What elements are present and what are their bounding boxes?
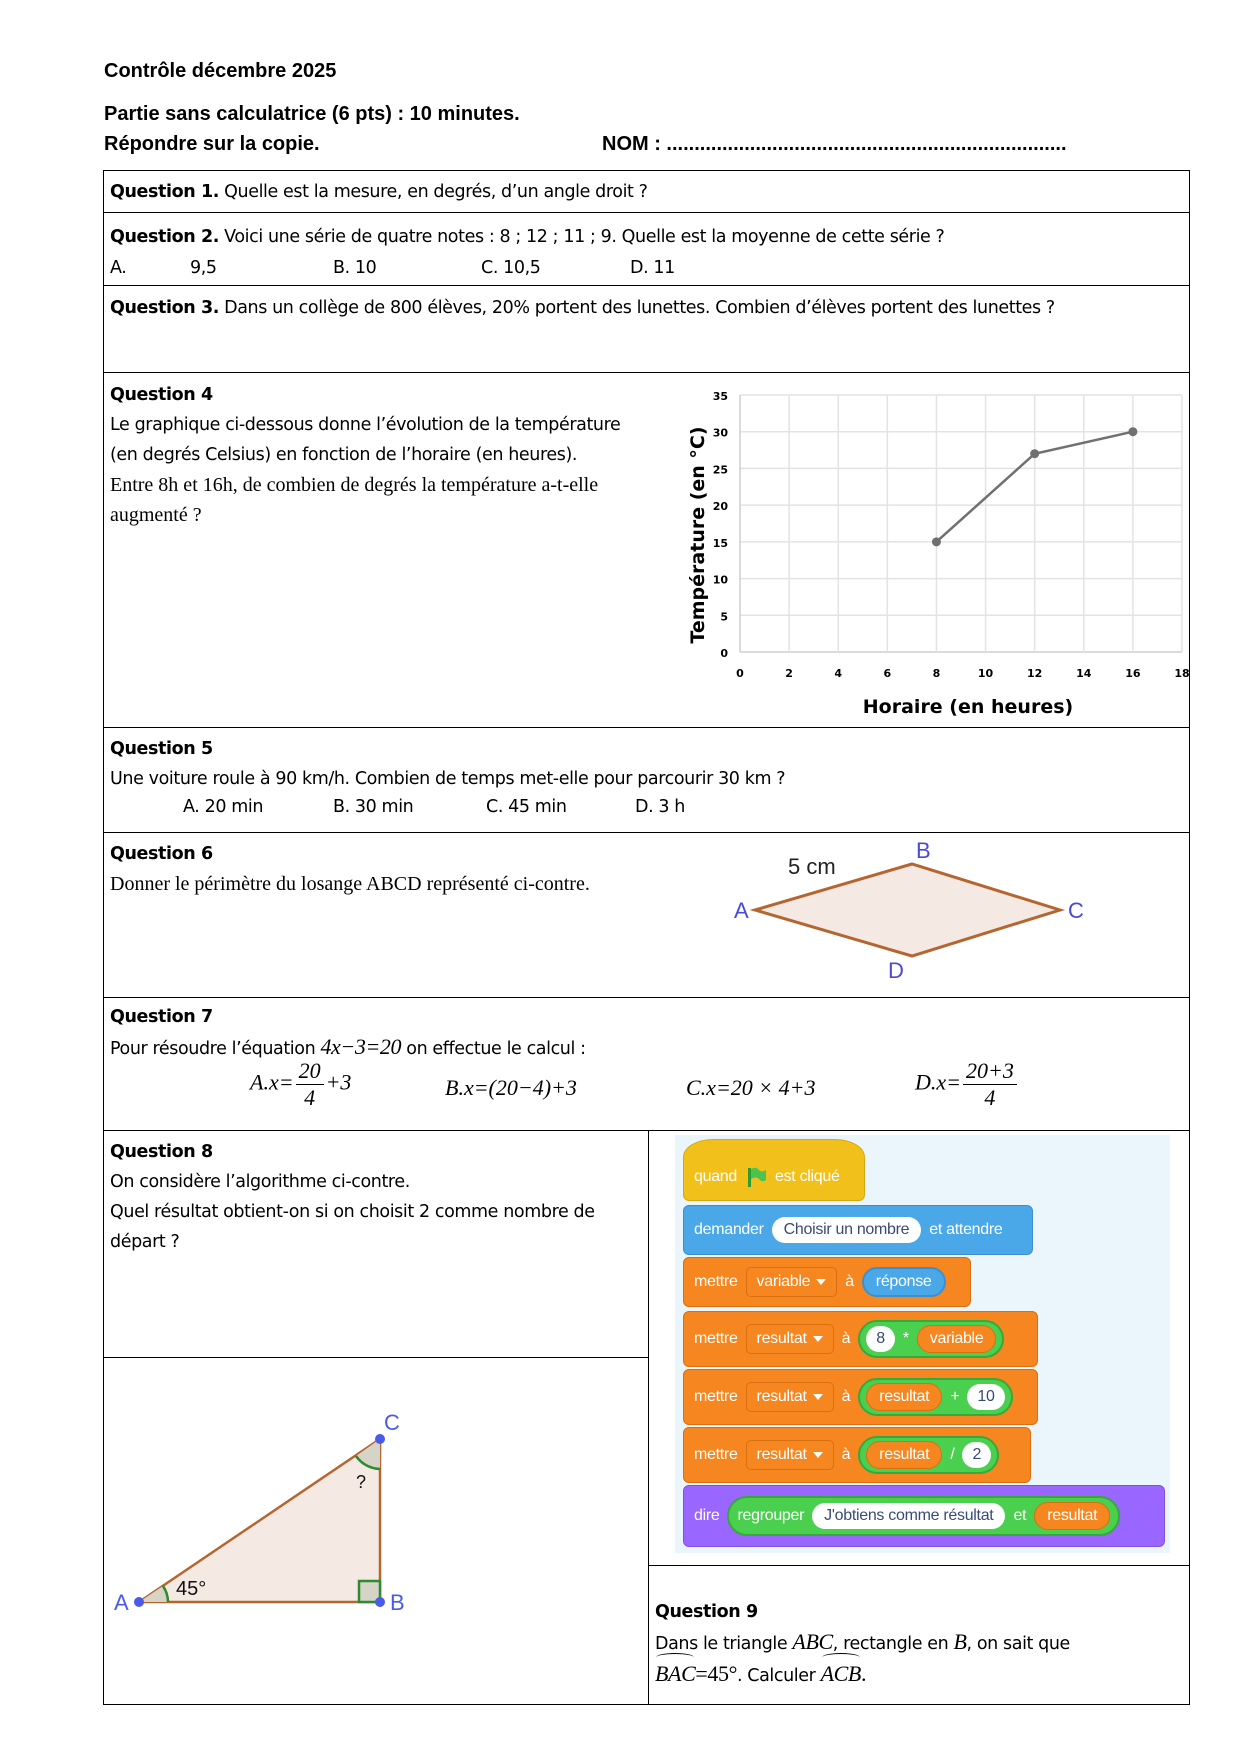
question-1 [110, 177, 648, 207]
q7-option-a-prefix: A.x= [250, 1069, 294, 1095]
x-tick-label: 16 [1125, 667, 1141, 680]
row-divider [103, 372, 1190, 373]
block-text: est cliqué [775, 1168, 840, 1185]
y-tick-label: 25 [712, 463, 728, 477]
x-tick-label: 6 [883, 667, 892, 680]
x-tick-label: 14 [1076, 667, 1092, 680]
y-tick-label: 0 [720, 647, 728, 660]
q7-option-d [915, 1058, 1019, 1111]
question-7-text-after: on effectue le calcul : [401, 1039, 586, 1059]
row-divider [103, 1130, 1190, 1131]
resultat-reporter: resultat [1034, 1502, 1110, 1530]
row-divider [648, 1565, 1190, 1566]
q9-text: . [860, 1661, 867, 1686]
question-5-text: Une voiture roule à 90 km/h. Combien de temps met-elle pour parcourir 30 km ? [110, 769, 786, 789]
add-operator [858, 1378, 1012, 1416]
x-tick-label: 12 [1027, 667, 1043, 680]
q5-option-d: D. 3 h [635, 797, 685, 817]
dropdown-value: resultat [756, 1330, 807, 1347]
x-tick-label: 4 [834, 667, 843, 680]
set-resultat-divide-block [683, 1427, 1031, 1483]
q9-vertex-b: B [953, 1629, 967, 1654]
question-2-label: Question 2. [110, 227, 219, 247]
set-resultat-multiply-block [683, 1311, 1038, 1367]
question-2 [110, 222, 944, 252]
question-9-label: Question 9 [655, 1602, 758, 1622]
question-7-label: Question 7 [110, 1007, 213, 1027]
chart-x-axis-label: Horaire (en heures) [862, 696, 1074, 718]
question-5 [110, 734, 785, 794]
column-divider [648, 1130, 649, 1705]
dropdown-value: variable [756, 1273, 811, 1290]
set-resultat-add-block [683, 1369, 1038, 1425]
divide-operator [858, 1436, 999, 1474]
join-text-input[interactable]: J'obtiens comme résultat [812, 1503, 1005, 1529]
q2-option-c: C. 10,5 [481, 258, 541, 278]
row-divider [103, 1357, 648, 1358]
block-text: à [841, 1330, 851, 1347]
triangle-figure [100, 1400, 450, 1640]
dropdown-value: resultat [756, 1446, 807, 1463]
addend-input[interactable]: 10 [967, 1384, 1004, 1410]
name-field[interactable]: NOM : ........................................................................ [602, 133, 1067, 155]
vertex-label-b: B [916, 838, 931, 863]
q7-option-a-denominator: 4 [304, 1085, 316, 1110]
data-point [932, 537, 941, 546]
operator-symbol: + [950, 1388, 960, 1405]
q7-option-a [250, 1058, 351, 1111]
ask-and-wait-block [683, 1205, 1033, 1255]
y-tick-label: 5 [720, 610, 728, 624]
when-flag-clicked-block [683, 1139, 865, 1201]
q5-option-b: B. 30 min [333, 797, 414, 817]
question-9 [655, 1597, 1185, 1691]
q7-option-c: C.x=20 × 4+3 [686, 1075, 816, 1100]
question-6-label: Question 6 [110, 844, 213, 864]
instruction: Répondre sur la copie. [104, 133, 320, 155]
resultat-reporter: resultat [866, 1441, 942, 1469]
y-tick-label: 20 [712, 500, 728, 514]
q2-option-b: B. 10 [333, 258, 377, 278]
multiply-operator [858, 1320, 1004, 1358]
q9-text: , on sait que [966, 1634, 1070, 1654]
q7-option-d-denominator: 4 [984, 1085, 996, 1110]
question-8-line-2: Quel résultat obtient-on si on choisit 2 comme nombre de départ ? [110, 1202, 595, 1252]
question-3-label: Question 3. [110, 298, 219, 318]
divisor-input[interactable]: 2 [962, 1442, 991, 1468]
question-4-label: Question 4 [110, 385, 213, 405]
x-tick-label: 0 [736, 667, 744, 680]
vertex-point-b [375, 1597, 385, 1607]
q9-angle-bac: BAC [655, 1659, 695, 1689]
block-text: à [841, 1388, 851, 1405]
x-tick-label: 2 [785, 667, 793, 680]
variable-dropdown[interactable] [746, 1324, 834, 1354]
question-7-text-before: Pour résoudre l’équation [110, 1039, 321, 1059]
question-4 [110, 380, 650, 530]
question-1-label: Question 1. [110, 182, 219, 202]
variable-dropdown[interactable] [746, 1267, 838, 1297]
side-length-label: 5 cm [788, 854, 836, 879]
variable-reporter: variable [917, 1325, 997, 1353]
factor-input[interactable]: 8 [866, 1326, 895, 1352]
block-text: mettre [694, 1330, 738, 1347]
block-text: à [841, 1446, 851, 1463]
block-text: dire [694, 1507, 720, 1524]
q9-triangle-name: ABC [792, 1629, 833, 1654]
question-7 [110, 1002, 586, 1064]
dropdown-arrow-icon [813, 1336, 823, 1342]
q7-option-a-numerator: 20 [296, 1058, 324, 1085]
variable-dropdown[interactable] [746, 1382, 834, 1412]
q9-text: , rectangle en [832, 1634, 954, 1654]
x-tick-label: 8 [932, 667, 941, 680]
q5-option-a: A. 20 min [183, 797, 264, 817]
question-4-question: Entre 8h et 16h, de combien de degrés la température a-t-elle augmenté ? [110, 474, 599, 526]
data-point [1128, 427, 1137, 436]
y-tick-label: 30 [712, 426, 728, 440]
set-variable-block [683, 1257, 971, 1307]
part-subtitle: Partie sans calculatrice (6 pts) : 10 minutes. [104, 103, 520, 125]
question-6 [110, 839, 630, 899]
q2-option-a-value: 9,5 [190, 258, 217, 278]
q7-option-a-suffix: +3 [325, 1069, 352, 1095]
block-text: mettre [694, 1446, 738, 1463]
y-tick-label: 10 [712, 573, 728, 587]
ask-input[interactable]: Choisir un nombre [772, 1217, 922, 1243]
q7-option-b: B.x=(20−4)+3 [445, 1075, 577, 1100]
question-4-text: Le graphique ci-dessous donne l’évolution de la température (en degrés Celsius) en fonction de l’horaire (en heures). [110, 415, 621, 465]
dropdown-arrow-icon [813, 1452, 823, 1458]
block-text: et [1013, 1507, 1027, 1524]
question-3 [110, 293, 1055, 323]
resultat-reporter: resultat [866, 1383, 942, 1411]
answer-reporter: réponse [862, 1267, 946, 1297]
vertex-label-c: C [1068, 898, 1084, 923]
question-8 [110, 1137, 640, 1257]
block-text: mettre [694, 1388, 738, 1405]
page-title: Contrôle décembre 2025 [104, 60, 337, 82]
q7-option-d-prefix: D.x= [915, 1069, 961, 1095]
q9-text: . Calculer [736, 1666, 821, 1686]
q2-option-d: D. 11 [630, 258, 675, 278]
operator-symbol: / [950, 1446, 955, 1463]
vertex-point-c [375, 1434, 385, 1444]
green-flag-icon [745, 1166, 767, 1188]
row-divider [103, 212, 1190, 213]
vertex-label-a: A [734, 898, 749, 923]
block-text: quand [694, 1168, 737, 1185]
scratch-program [675, 1135, 1170, 1553]
vertex-point-a [134, 1597, 144, 1607]
q9-angle-value: =45° [695, 1661, 737, 1686]
temperature-chart [670, 380, 1210, 725]
variable-dropdown[interactable] [746, 1440, 834, 1470]
block-text: à [845, 1273, 854, 1290]
question-2-text: Voici une série de quatre notes : 8 ; 12 ; 11 ; 9. Quelle est la moyenne de cette série ? [218, 227, 945, 247]
q7-option-d-numerator: 20+3 [963, 1058, 1017, 1085]
q9-angle-acb: ACB [821, 1659, 861, 1689]
row-divider [103, 285, 1190, 286]
vertex-label-c: C [384, 1410, 400, 1435]
data-point [1030, 449, 1039, 458]
block-text: et attendre [929, 1221, 1003, 1238]
vertex-label-a: A [114, 1590, 129, 1615]
join-operator [727, 1496, 1120, 1536]
y-tick-label: 35 [712, 390, 728, 403]
question-1-text: Quelle est la mesure, en degrés, d’un angle droit ? [218, 182, 648, 202]
row-divider [103, 727, 1190, 728]
rhombus-figure [700, 830, 1120, 1000]
dropdown-value: resultat [756, 1388, 807, 1405]
question-3-text: Dans un collège de 800 élèves, 20% portent des lunettes. Combien d’élèves portent des lunettes ? [218, 298, 1055, 318]
question-6-text: Donner le périmètre du losange ABCD représenté ci-contre. [110, 873, 590, 895]
question-5-label: Question 5 [110, 739, 213, 759]
y-tick-label: 15 [712, 536, 728, 550]
x-tick-label: 18 [1174, 667, 1190, 680]
q2-option-a-letter: A. [110, 258, 127, 278]
x-tick-label: 10 [977, 667, 994, 680]
q9-text: Dans le triangle [655, 1634, 793, 1654]
block-text: demander [694, 1221, 764, 1238]
question-8-line-1: On considère l’algorithme ci-contre. [110, 1172, 410, 1192]
angle-a-label: 45° [176, 1578, 207, 1600]
q5-option-c: C. 45 min [486, 797, 567, 817]
say-block [683, 1485, 1165, 1547]
operator-symbol: * [902, 1330, 909, 1347]
vertex-label-b: B [390, 1590, 405, 1615]
vertex-label-d: D [888, 958, 904, 983]
block-text: regrouper [737, 1507, 805, 1524]
block-text: mettre [694, 1273, 738, 1290]
chart-y-axis-label: Température (en °C) [687, 426, 709, 644]
dropdown-arrow-icon [813, 1394, 823, 1400]
question-8-label: Question 8 [110, 1142, 213, 1162]
question-7-equation: 4x−3=20 [320, 1034, 402, 1059]
angle-c-unknown-label: ? [356, 1472, 367, 1492]
dropdown-arrow-icon [816, 1279, 826, 1285]
